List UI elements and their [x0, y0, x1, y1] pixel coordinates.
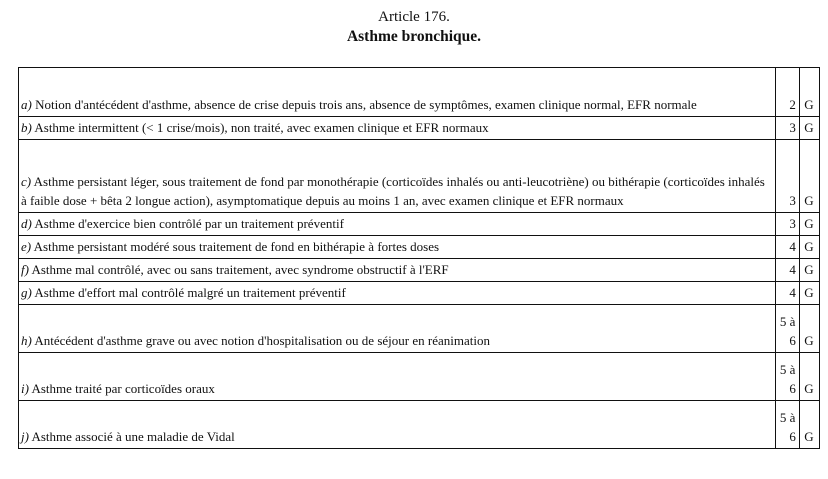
rate-range-start: 5 à: [779, 410, 796, 425]
row-description: [19, 68, 776, 117]
row-text: Asthme associé à une maladie de Vidal: [28, 429, 235, 444]
table-row: [19, 353, 820, 401]
row-code: G: [799, 353, 819, 401]
row-rate: 4: [775, 236, 799, 259]
row-rate: 3: [775, 213, 799, 236]
rate-range-end: 6: [789, 429, 796, 444]
row-letter: a): [21, 97, 32, 112]
row-code: G: [799, 117, 819, 140]
row-letter: g): [21, 285, 32, 300]
row-text: Asthme persistant léger, sous traitement de fond par monothérapie (corticoïdes inhalés ou anti-leucotriène) ou bithérapie (corticoïdes inhalés à faible dose + bêta 2 longue action), asymptomatique depuis au moins 1 an, avec examen clinique et EFR normaux: [21, 174, 765, 208]
row-description: [19, 140, 776, 213]
row-code: G: [799, 68, 819, 117]
table-row: [19, 140, 820, 213]
table-row: [19, 305, 820, 353]
criteria-table: [18, 67, 820, 449]
row-code: G: [799, 259, 819, 282]
row-code: G: [799, 213, 819, 236]
row-letter: j): [21, 429, 29, 444]
row-description: [19, 282, 776, 305]
row-rate: 2: [775, 68, 799, 117]
row-letter: h): [21, 333, 32, 348]
row-letter: d): [21, 216, 32, 231]
rate-range-end: 6: [789, 381, 796, 396]
article-title: Article 176.: [378, 9, 450, 25]
row-rate: [775, 353, 799, 401]
rate-range-start: 5 à: [779, 362, 796, 377]
table-row: [19, 117, 820, 140]
row-description: [19, 305, 776, 353]
table-row: [19, 213, 820, 236]
row-text: Asthme d'exercice bien contrôlé par un traitement préventif: [31, 216, 344, 231]
table-row: [19, 236, 820, 259]
row-description: [19, 236, 776, 259]
row-text: Asthme intermittent (< 1 crise/mois), non traité, avec examen clinique et EFR normaux: [31, 120, 489, 135]
table-row: [19, 401, 820, 449]
row-text: Asthme persistant modéré sous traitement de fond en bithérapie à fortes doses: [31, 239, 440, 254]
row-code: G: [799, 282, 819, 305]
rate-range-start: 5 à: [779, 314, 796, 329]
row-rate: [775, 401, 799, 449]
row-rate: 4: [775, 282, 799, 305]
table-row: [19, 282, 820, 305]
row-code: G: [799, 236, 819, 259]
row-description: [19, 401, 776, 449]
rate-range-end: 6: [789, 333, 796, 348]
table-row: [19, 259, 820, 282]
row-description: [19, 259, 776, 282]
row-rate: 4: [775, 259, 799, 282]
row-rate: [775, 305, 799, 353]
row-text: Antécédent d'asthme grave ou avec notion d'hospitalisation ou de séjour en réanimation: [31, 333, 490, 348]
row-code: G: [799, 140, 819, 213]
row-letter: i): [21, 381, 29, 396]
row-code: G: [799, 401, 819, 449]
row-letter: e): [21, 239, 32, 254]
row-description: [19, 213, 776, 236]
row-code: G: [799, 305, 819, 353]
article-subtitle: Asthme bronchique.: [346, 28, 482, 45]
article-header: [0, 8, 828, 46]
row-text: Notion d'antécédent d'asthme, absence de crise depuis trois ans, absence de symptômes, examen clinique normal, EFR normale: [31, 97, 697, 112]
row-rate: 3: [775, 140, 799, 213]
row-text: Asthme mal contrôlé, avec ou sans traitement, avec syndrome obstructif à l'ERF: [28, 262, 449, 277]
row-description: [19, 353, 776, 401]
row-letter: f): [21, 262, 29, 277]
row-letter: c): [21, 174, 32, 189]
row-text: Asthme d'effort mal contrôlé malgré un traitement préventif: [31, 285, 346, 300]
table-row: [19, 68, 820, 117]
row-letter: b): [21, 120, 32, 135]
row-text: Asthme traité par corticoïdes oraux: [28, 381, 215, 396]
row-rate: 3: [775, 117, 799, 140]
row-description: [19, 117, 776, 140]
